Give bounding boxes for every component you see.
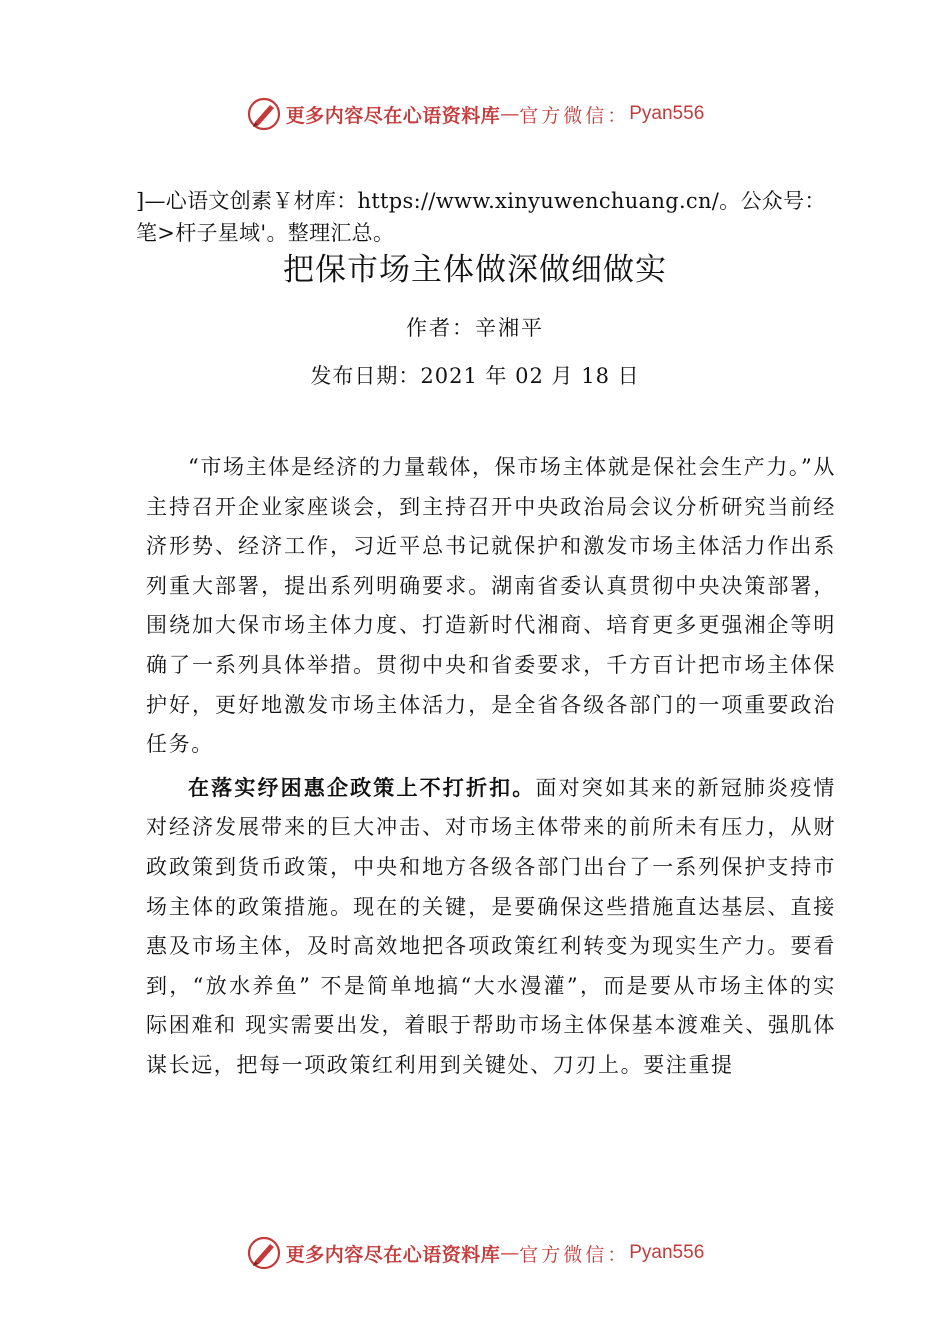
paragraph: “市场主体是经济的力量载体，保市场主体就是保社会生产力。”从主持召开企业家座谈会，到主持召开中央政治局会议分析研究当前经济形势、经济工作，习近平总书记就保护和激发市场主体活力作出系列重大部署，提出系列明确要求。湖南省委认真贯彻中央决策部署，围绕加大保市场主体力度、打造新时代湘商、培育更多更强湘企等明确了一系列具体举措。贯彻中央和省委要求，千方百计把市场主体保护好，更好地激发市场主体活力，是全省各级各部门的一项重要政治任务。: [146, 455, 836, 757]
pen-circle-icon: [246, 96, 282, 132]
footer-banner: [0, 1233, 950, 1273]
banner-separator: —: [500, 103, 520, 125]
pen-circle-icon: [246, 1235, 282, 1271]
article-body: [146, 448, 836, 1086]
article-date: 发布日期：2021 年 02 月 18 日: [310, 364, 640, 388]
paragraph-lead: 在落实纾困惠企政策上不打折扣。: [188, 775, 536, 800]
header-banner: [0, 94, 950, 134]
wechat-label: 官方微信：: [519, 1243, 630, 1266]
article-title: 把保市场主体做深做细做实: [283, 252, 667, 288]
wechat-id: Pyan556: [629, 103, 705, 124]
brand-text: 更多内容尽在心语资料库: [285, 104, 501, 127]
paragraph-text: 面对突如其来的新冠肺炎疫情对经济发展带来的巨大冲击、对市场主体带来的前所未有压力，从财政政策到货币政策，中央和地方各级各部门出台了一系列保护支持市场主体的政策措施。现在的关键，是要确保这些措施直达基层、直接惠及市场主体，及时高效地把各项政策红利转变为现实生产力。要看到，“放水养鱼” 不是简单地搞“大水漫灌”，而是要从市场主体的实际困难和 现实需要出发，着眼于帮助市场主体保基本渡难关、强肌体 谋长远，把每一项政策红利用到关键处、刀刃上。要注重提: [146, 775, 836, 1077]
brand-text: 更多内容尽在心语资料库: [285, 1243, 501, 1266]
wechat-id: Pyan556: [629, 1242, 705, 1263]
banner-separator: —: [500, 1242, 520, 1264]
paragraph: [146, 769, 836, 1086]
source-note: ]—心语文创素￥材库：https://www.xinyuwenchuang.cn/。公众号：笔>杆子星域'。整理汇总。: [136, 189, 826, 245]
article-author: 作者：辛湘平: [406, 316, 544, 340]
wechat-label: 官方微信：: [519, 104, 630, 127]
